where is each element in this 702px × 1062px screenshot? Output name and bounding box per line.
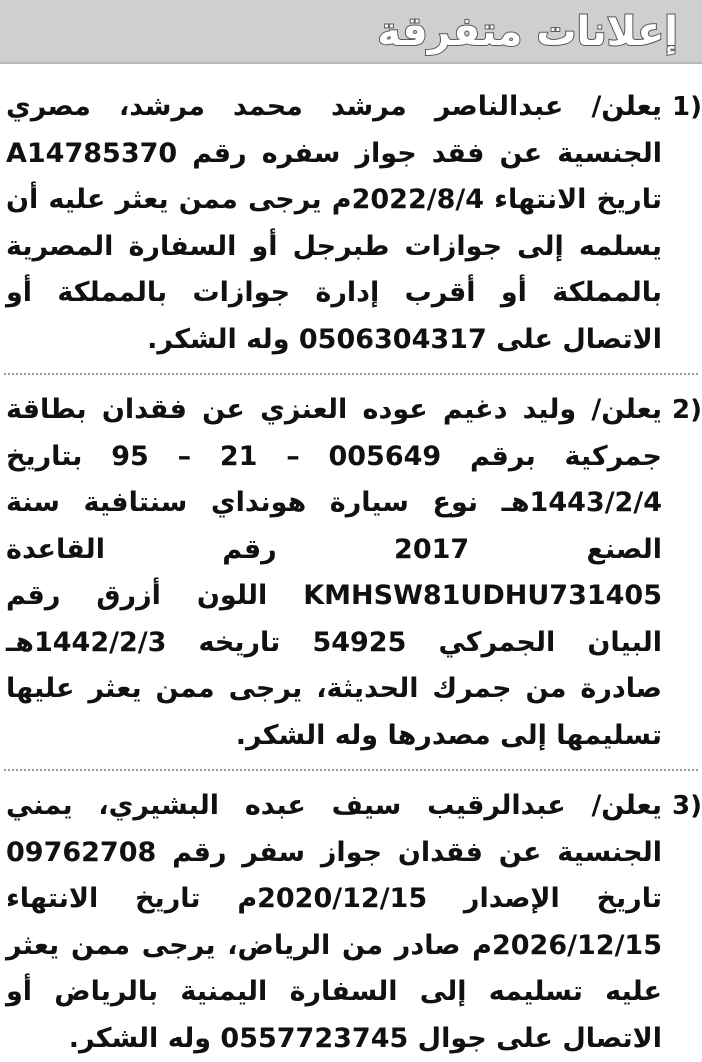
- announcement-number: 1): [672, 92, 702, 122]
- announcements-list: [0, 84, 702, 1062]
- divider: [4, 373, 698, 375]
- announcement-number: 3): [672, 791, 702, 821]
- divider: [4, 769, 698, 771]
- section-title: إعلانات متفرقة: [377, 9, 678, 55]
- announcement-item: [0, 84, 702, 363]
- announcement-item: [0, 387, 702, 759]
- announcement-text: يعلن/ عبدالرقيب سيف عبده البشيري، يمني الجنسية عن فقدان جواز سفر رقم 09762708 تاريخ الإصدار 2020/12/15م تاريخ الانتهاء 2026/12/15م صادر من الرياض، يرجى ممن يعثر عليه تسليمه إلى السفارة اليمنية بالرياض أو الاتصال على جوال 0557723745 وله الشكر.: [6, 790, 662, 1054]
- section-header: [0, 0, 702, 64]
- announcement-text: يعلن/ وليد دغيم عوده العنزي عن فقدان بطاقة جمركية برقم 005649 – 21 – 95 بتاريخ 1443/2/4هـ نوع سيارة هونداي سنتافية سنة الصنع 2017 رقم القاعدة KMHSW81UDHU731405 اللون أزرق رقم البيان الجمركي 54925 تاريخه 1442/2/3هـ صادرة من جمرك الحديثة، يرجى ممن يعثر عليها تسليمها إلى مصدرها وله الشكر.: [6, 394, 662, 751]
- announcement-number: 2): [672, 395, 702, 425]
- announcement-text: يعلن/ عبدالناصر مرشد محمد مرشد، مصري الجنسية عن فقد جواز سفره رقم A14785370 تاريخ الانتهاء 2022/8/4م يرجى ممن يعثر عليه أن يسلمه إلى جوازات طبرجل أو السفارة المصرية بالمملكة أو أقرب إدارة جوازات بالمملكة أو الاتصال على 0506304317 وله الشكر.: [6, 91, 662, 355]
- announcement-item: [0, 783, 702, 1062]
